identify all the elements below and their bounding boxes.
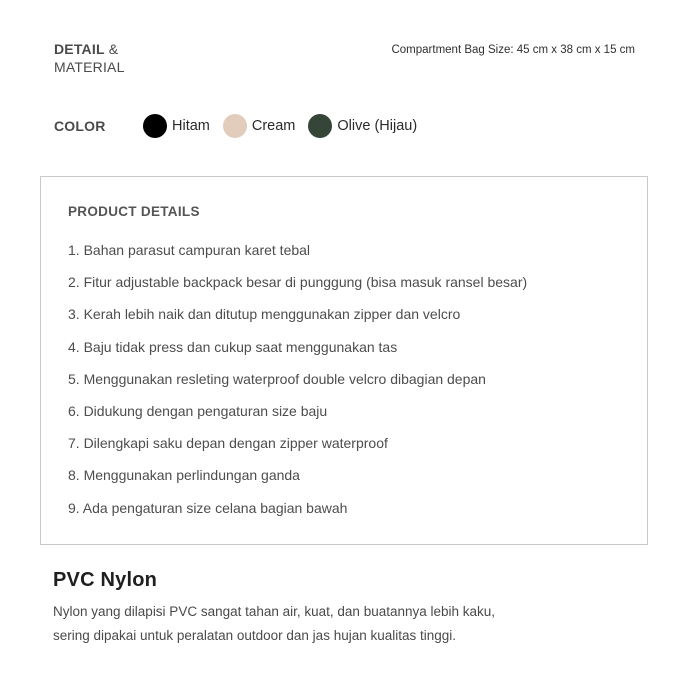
color-name-cream: Cream xyxy=(251,118,296,134)
list-item: 2. Fitur adjustable backpack besar di punggung (bisa masuk ransel besar) xyxy=(68,274,528,291)
color-option-hitam[interactable] xyxy=(143,114,210,138)
color-options xyxy=(54,113,430,139)
list-item: 3. Kerah lebih naik dan ditutup menggunakan zipper dan velcro xyxy=(68,306,461,323)
product-details-box xyxy=(40,176,648,545)
section-title-line2: MATERIAL xyxy=(54,59,125,75)
color-name-olive: Olive (Hijau) xyxy=(337,118,418,134)
material-description-line: sering dipakai untuk peralatan outdoor dan jas hujan kualitas tinggi. xyxy=(53,628,457,643)
section-title-bold: DETAIL xyxy=(54,41,105,57)
list-item: 9. Ada pengaturan size celana bagian bawah xyxy=(68,499,348,516)
color-name-hitam: Hitam xyxy=(172,118,210,134)
color-swatch-hitam xyxy=(143,114,167,138)
material-description xyxy=(53,600,573,648)
compartment-size-text: Compartment Bag Size: 45 cm x 38 cm x 15 cm xyxy=(391,44,635,56)
material-title: PVC Nylon xyxy=(53,569,158,591)
color-option-cream[interactable] xyxy=(223,114,296,138)
list-item: 6. Didukung dengan pengaturan size baju xyxy=(68,402,328,419)
list-item: 1. Bahan parasut campuran karet tebal xyxy=(68,242,311,258)
list-item: 4. Baju tidak press dan cukup saat menggunakan tas xyxy=(68,338,398,355)
section-title xyxy=(54,40,125,76)
product-details-list xyxy=(68,239,527,529)
list-item: 7. Dilengkapi saku depan dengan zipper waterproof xyxy=(68,435,388,452)
section-title-ampersand: & xyxy=(104,41,119,57)
color-swatch-olive xyxy=(308,114,332,138)
product-details-heading: PRODUCT DETAILS xyxy=(68,204,200,219)
material-description-line: Nylon yang dilapisi PVC sangat tahan air, kuat, dan buatannya lebih kaku, xyxy=(53,604,496,619)
list-item: 8. Menggunakan perlindungan ganda xyxy=(68,467,300,484)
color-label: COLOR xyxy=(54,118,106,134)
color-swatch-cream xyxy=(223,114,247,138)
list-item: 5. Menggunakan resleting waterproof double velcro dibagian depan xyxy=(68,370,486,387)
color-option-olive[interactable] xyxy=(308,114,417,138)
